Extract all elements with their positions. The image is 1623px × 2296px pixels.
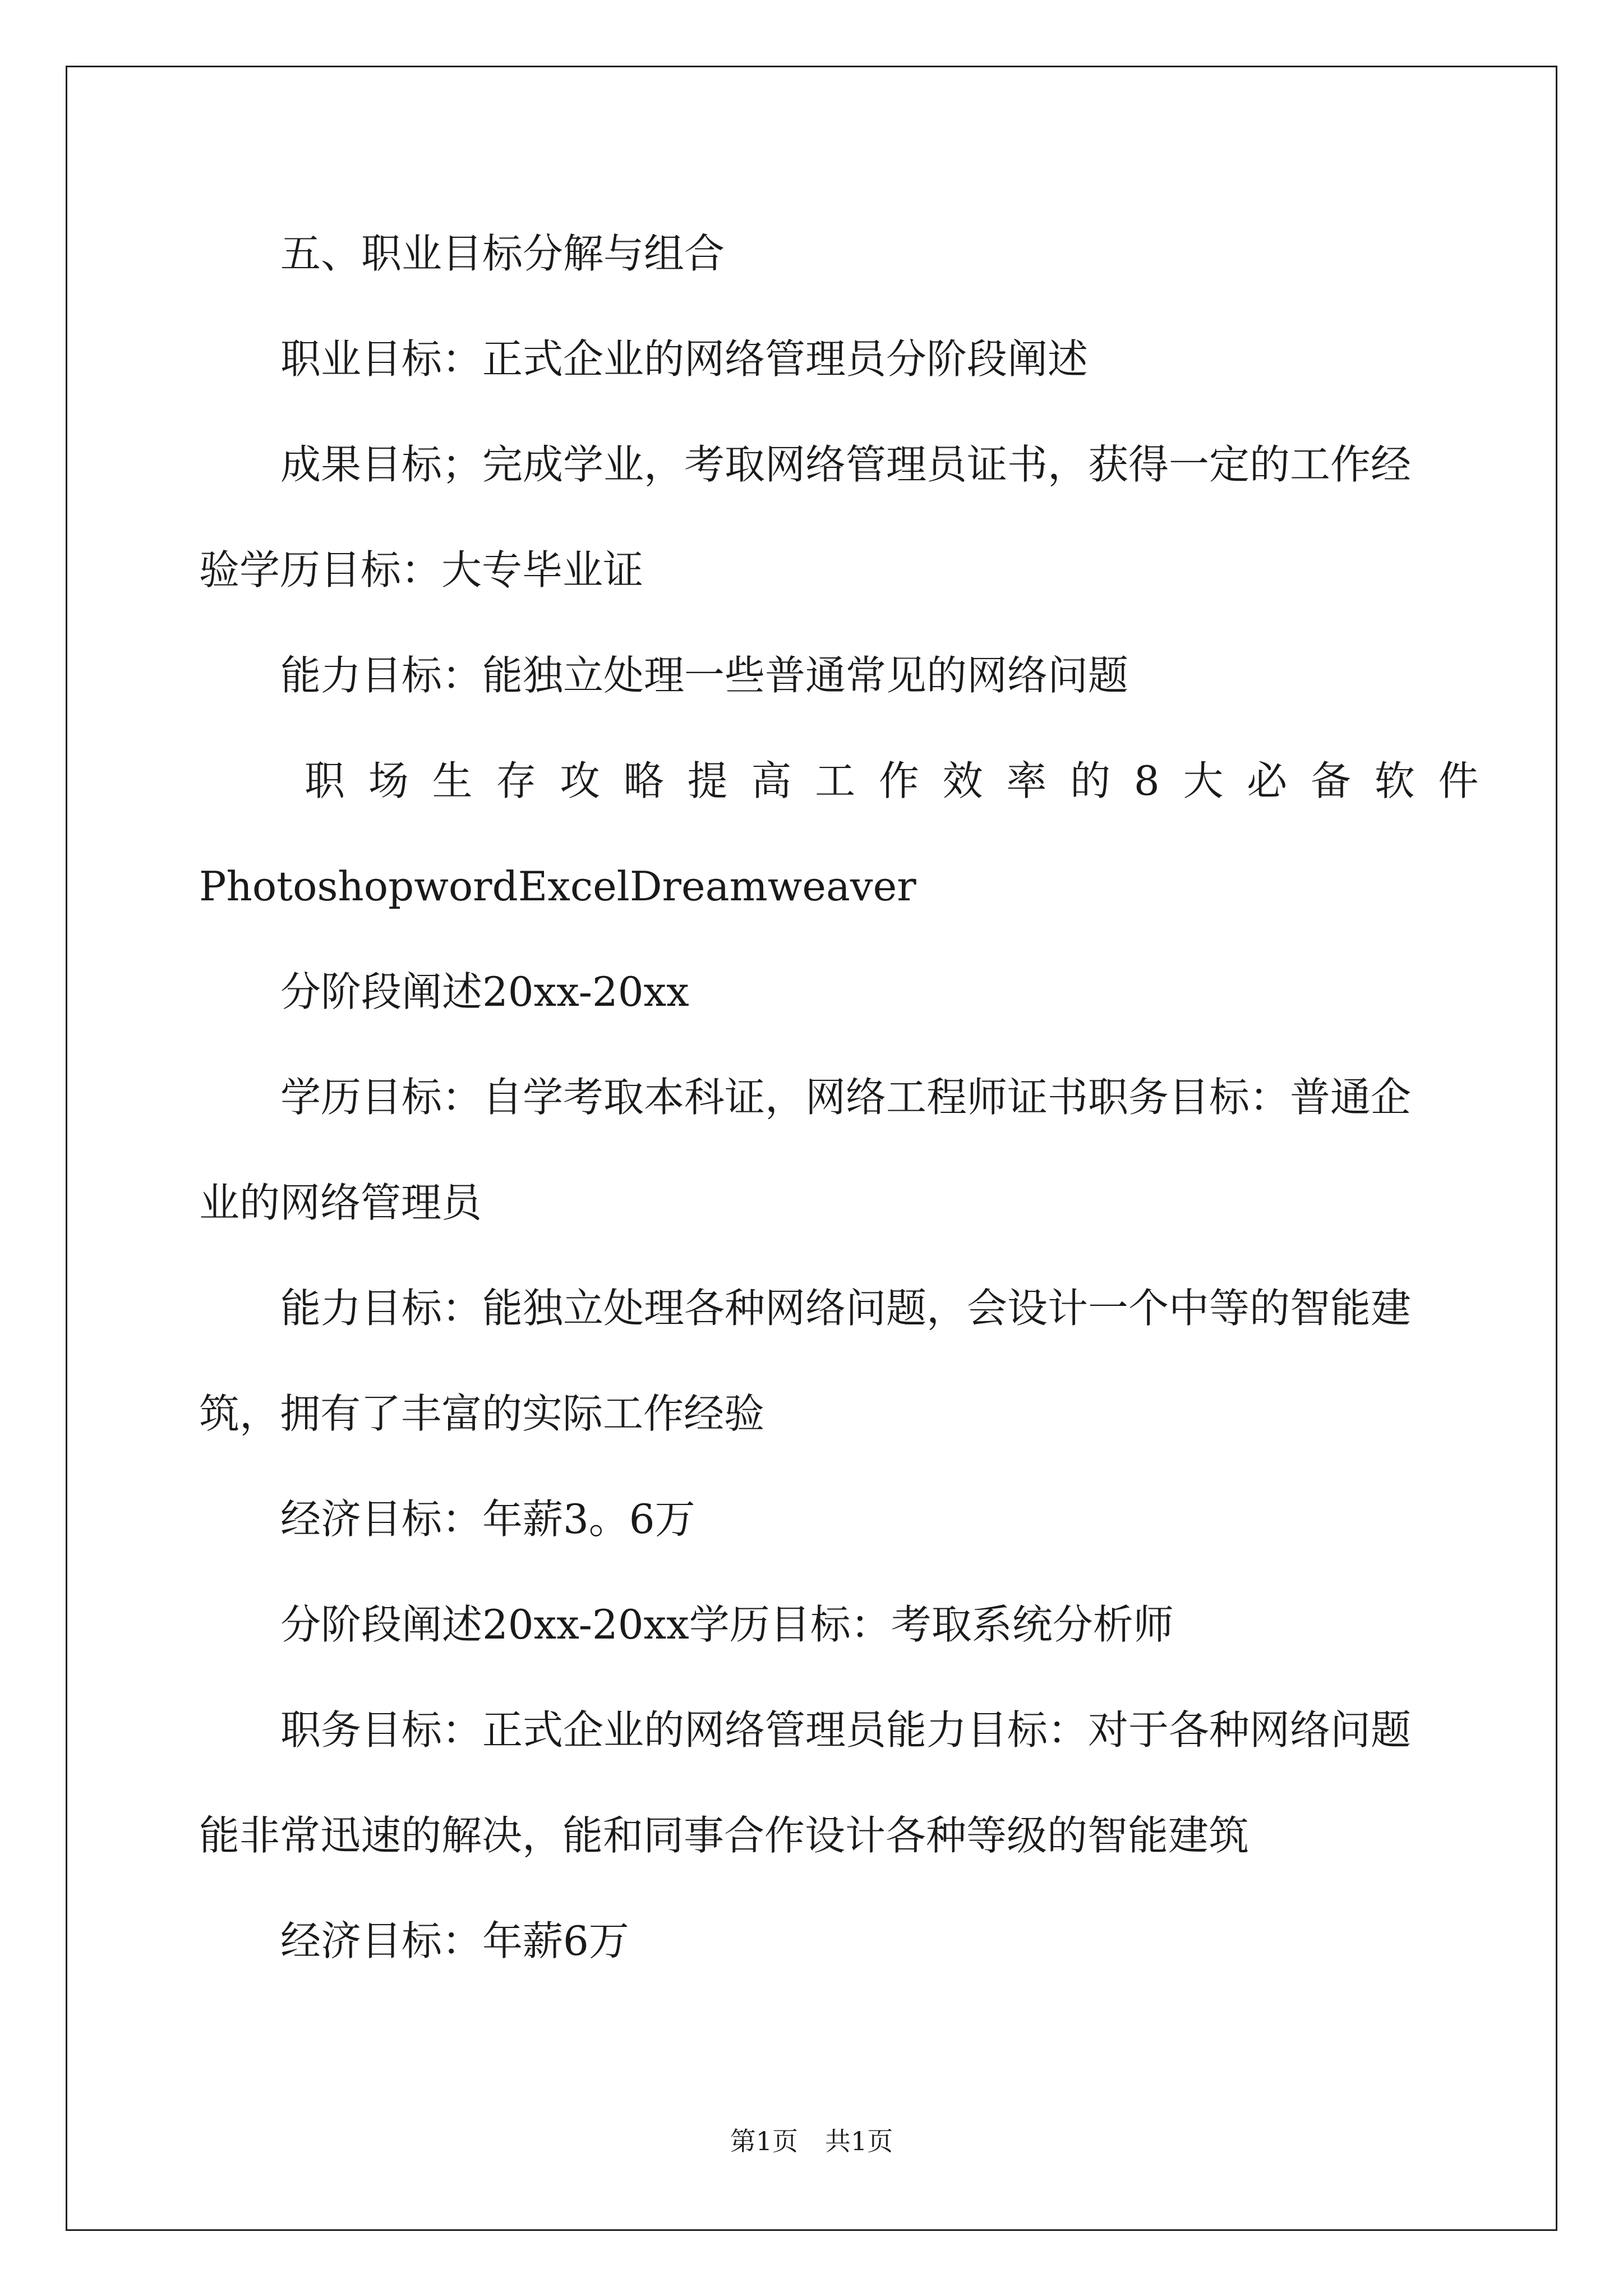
paragraph-software-list: PhotoshopwordExcelDreamweaver xyxy=(199,863,916,910)
paragraph-software-heading: 职场生存攻略提高工作效率的8大必备软件 xyxy=(305,757,1502,804)
paragraph-continuation: 能非常迅速的解决，能和同事合作设计各种等级的智能建筑 xyxy=(199,1812,1249,1859)
paragraph-education-goal: 学历目标：自学考取本科证，网络工程师证书职务目标：普通企 xyxy=(280,1074,1412,1121)
paragraph-continuation: 筑，拥有了丰富的实际工作经验 xyxy=(199,1390,765,1437)
paragraph-economic-goal: 经济目标：年薪3。6万 xyxy=(280,1496,695,1543)
paragraph-career-goal: 职业目标：正式企业的网络管理员分阶段阐述 xyxy=(280,335,1089,383)
paragraph-position-goal: 职务目标：正式企业的网络管理员能力目标：对于各种网络问题 xyxy=(280,1706,1412,1754)
page-footer xyxy=(0,2124,1623,2158)
paragraph-economic-goal-2: 经济目标：年薪6万 xyxy=(280,1917,629,1964)
paragraph-stage-1: 分阶段阐述20xx-20xx xyxy=(280,968,689,1015)
page-total: 共1页 xyxy=(825,2126,893,2156)
paragraph-ability-goal: 能力目标：能独立处理一些普通常见的网络问题 xyxy=(280,652,1129,699)
paragraph-ability-goal-2: 能力目标：能独立处理各种网络问题，会设计一个中等的智能建 xyxy=(280,1285,1412,1332)
page-number: 第1页 xyxy=(730,2126,798,2156)
paragraph-outcome-goal: 成果目标；完成学业，考取网络管理员证书，获得一定的工作经 xyxy=(280,441,1412,488)
paragraph-continuation: 业的网络管理员 xyxy=(199,1179,482,1226)
paragraph-stage-2: 分阶段阐述20xx-20xx学历目标：考取系统分析师 xyxy=(280,1601,1174,1648)
document-body xyxy=(199,201,1502,1994)
section-heading: 五、职业目标分解与组合 xyxy=(280,230,725,277)
paragraph-continuation: 验学历目标：大专毕业证 xyxy=(199,546,644,593)
